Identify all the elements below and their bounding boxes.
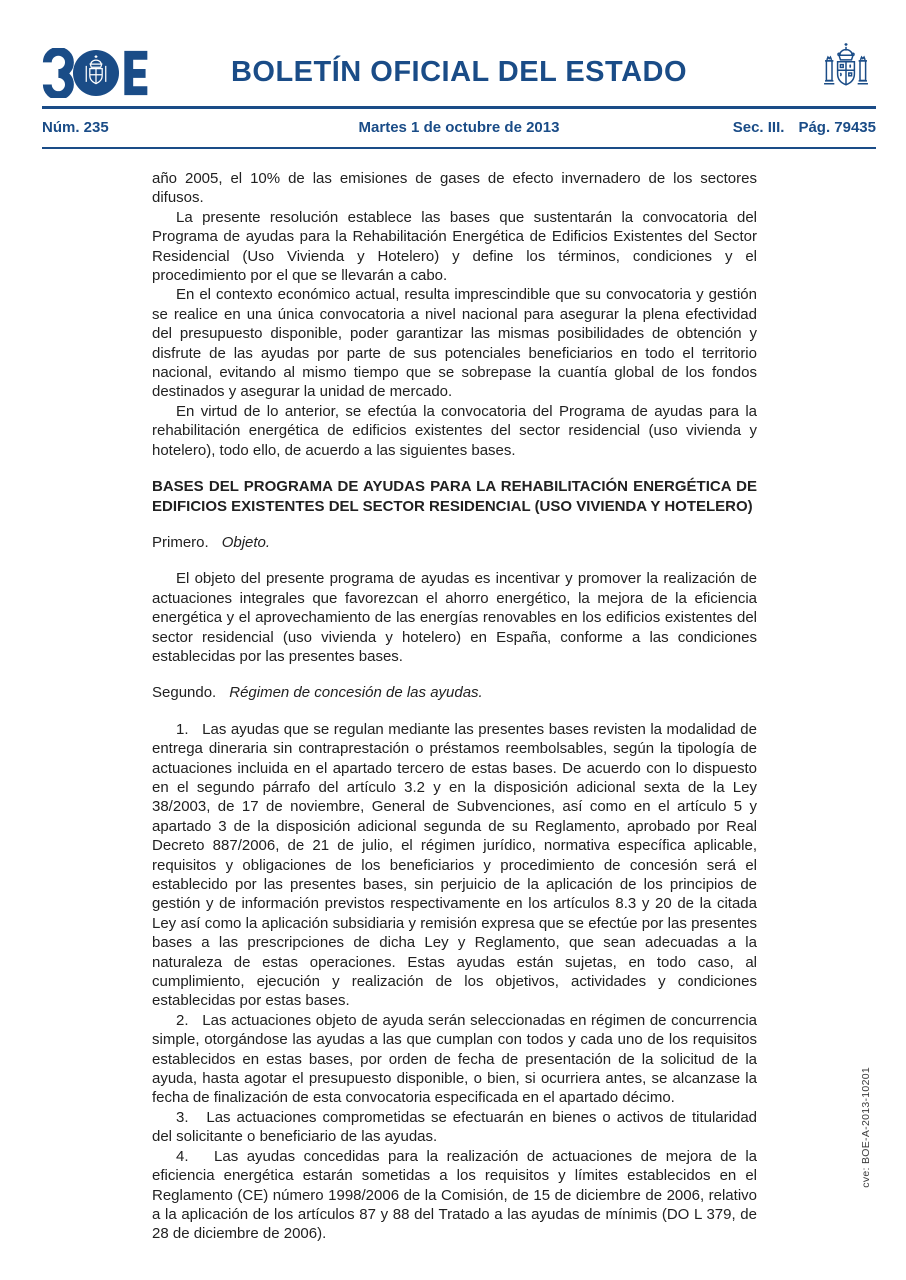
section-heading	[152, 683, 757, 702]
body-paragraph-group	[152, 569, 757, 666]
body-paragraph: 4. Las ayudas concedidas para la realización de actuaciones de mejora de la eficiencia energética estarán sometidas a los requisitos y límites establecidos en el Reglamento (CE) número 1998/2006 de la Comisión, de 15 de diciembre de 2006, relativo a la aplicación de los artículos 87 y 88 del Tratado a las ayudas de mínimis (DO L 379, de 28 de diciembre de 2006).	[152, 1147, 757, 1243]
section-title: Objeto.	[221, 533, 271, 551]
header-rule-bottom	[42, 147, 876, 149]
section-page	[733, 109, 876, 147]
page-title: BOLETÍN OFICIAL DEL ESTADO	[230, 56, 688, 88]
body-paragraph-group	[152, 169, 757, 460]
section-title: Régimen de concesión de las ayudas.	[229, 684, 483, 702]
issue-info-bar	[42, 109, 876, 147]
issue-date: Martes 1 de octubre de 2013	[358, 119, 560, 136]
section-label: Primero.	[152, 533, 209, 551]
body-paragraph: 2. Las actuaciones objeto de ayuda serán seleccionadas en régimen de concurrencia simple, otorgándose las ayudas a las que cumplan con todos y cada uno de los requisitos establecidos en estas bases, por orden de fecha de presentación de la solicitud de la ayuda, hasta agotar el presupuesto disponible, o bien, si ocurriera antes, se alcanzase la fecha de finalización de esta convocatoria especificada en el apartado décimo.	[152, 1011, 757, 1107]
body-paragraph: En virtud de lo anterior, se efectúa la convocatoria del Programa de ayudas para la rehabilitación energética de edificios existentes del sector residencial (uso vivienda y hotelero), todo ello, de acuerdo a las siguientes bases.	[152, 402, 757, 459]
page-number: Pág. 79435	[798, 119, 876, 136]
issue-section: Sec. III.	[732, 119, 785, 136]
issue-number: Núm. 235	[42, 119, 109, 136]
section-label: Segundo.	[152, 684, 217, 702]
body-paragraph: 1. Las ayudas que se regulan mediante las presentes bases revisten la modalidad de entrega dineraria sin contraprestación o préstamos reembolsables, según la tipología de actuaciones incluida en el apartado tercero de estas bases. De acuerdo con lo dispuesto en el segundo párrafo del artículo 3.2 y en la disposición adicional sexta de la Ley 38/2003, de 17 de noviembre, General de Subvenciones, así como en el artículo 5 y apartado 3 de la disposición adicional segunda de su Reglamento, aprobado por Real Decreto 887/2006, de 21 de julio, el régimen jurídico, normativa específica aplicable, requisitos y obligaciones de los beneficiarios y procedimiento de concesión será el establecido por las presentes bases, sin perjuicio de la aplicación de los principios de gestión y de información previstos respectivamente en los artículos 8.3 y 20 de la citada Ley así como la aplicación subsidiaria y remisión expresa que se efectúe por las presentes bases a las prescripciones de dicha Ley y Reglamento, que sean adecuadas a la naturaleza de estas operaciones. Estas ayudas están sujetas, en todo caso, al cumplimiento, ejecución y realización de los objetivos, actividades y condiciones establecidas por estas bases.	[152, 720, 757, 1010]
body-paragraph: El objeto del presente programa de ayudas es incentivar y promover la realización de actuaciones integrales que favorezcan el ahorro energético, la mejora de la eficiencia energética y el aprovechamiento de las energías renovables en los edificios existentes del sector residencial (uso vivienda y hotelero) en España, conforme a las condiciones establecidas por las presentes bases.	[152, 570, 757, 665]
document-heading: BASES DEL PROGRAMA DE AYUDAS PARA LA REHABILITACIÓN ENERGÉTICA DE EDIFICIOS EXISTENTES DEL SECTOR RESIDENCIAL (USO VIVIENDA Y HOTELERO)	[152, 478, 757, 515]
body-paragraph: año 2005, el 10% de las emisiones de gases de efecto invernadero de los sectores difusos.	[152, 170, 757, 207]
body-paragraph: 3. Las actuaciones comprometidas se efectuarán en bienes o activos de titularidad del solicitante o beneficiario de las ayudas.	[152, 1108, 757, 1146]
body-paragraph: En el contexto económico actual, resulta imprescindible que su convocatoria y gestión se realice en una única convocatoria a nivel nacional para asegurar la plena efectividad del presupuesto disponible, poder garantizar las mismas posibilidades de obtención y disfrute de las ayudas por parte de sus potenciales beneficiarios en todo el territorio nacional, evitando al mismo tiempo que se sobrepase la cuantía global de los fondos destinados y asegurar la unidad de mercado.	[152, 286, 757, 401]
section-heading	[152, 533, 757, 552]
coat-of-arms-icon	[818, 41, 874, 105]
body-paragraph-group	[152, 720, 757, 1244]
document-body	[152, 169, 757, 1244]
boe-header	[42, 46, 876, 102]
cve-code: cve: BOE-A-2013-10201	[860, 1067, 872, 1188]
body-paragraph: La presente resolución establece las bases que sustentarán la convocatoria del Programa de ayudas para la Rehabilitación Energética de Edificios Existentes del Sector Residencial (Uso Vivienda y Hotelero) y define los términos, condiciones y el procedimiento por el que se llevarán a cabo.	[152, 208, 757, 285]
